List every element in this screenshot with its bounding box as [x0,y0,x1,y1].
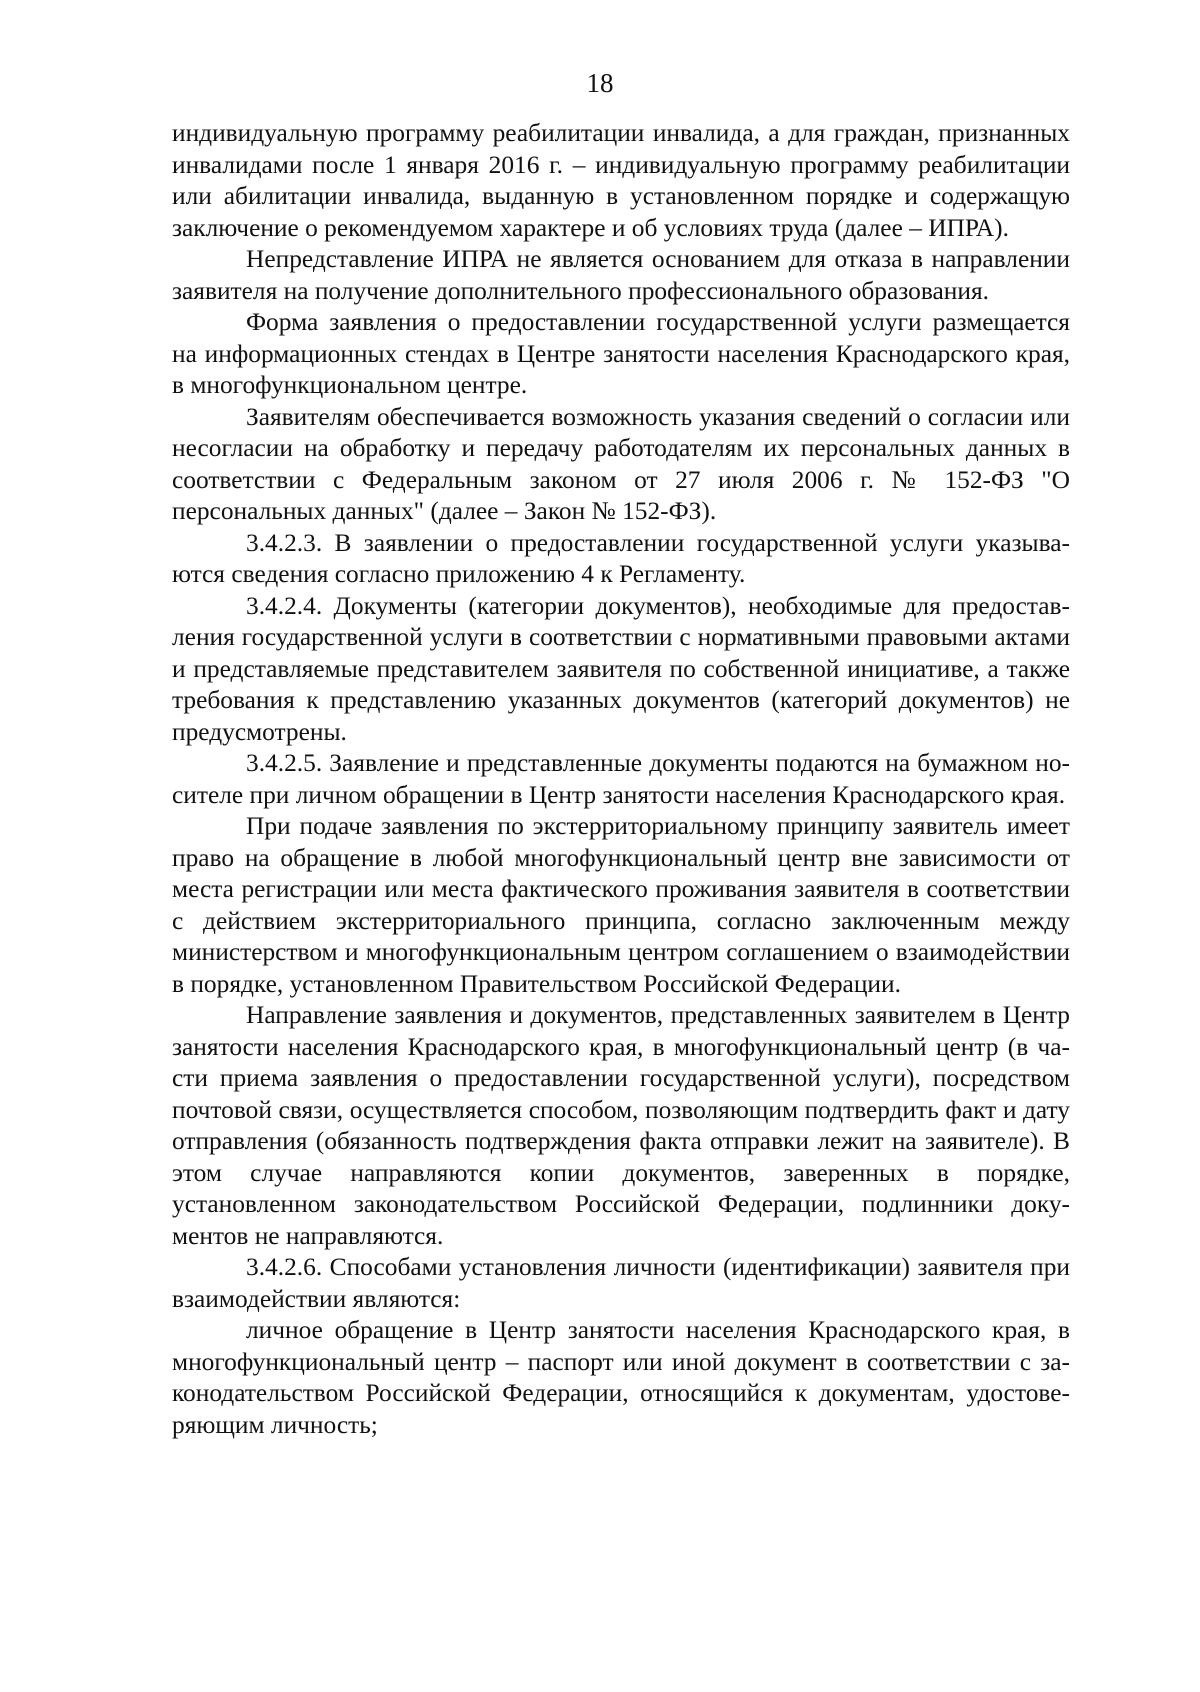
paragraph-3-4-2-6: 3.4.2.6. Способами установления личности (идентификации) заявителя при взаимодействии являются: [172,1253,1070,1313]
paragraph-3-4-2-5: 3.4.2.5. Заявление и представленные документы подаются на бумажном носителе при личном обращении в Центр занятости населения Краснодарского края. [172,749,1070,809]
paragraph-3-4-2-4: 3.4.2.4. Документы (категории документов), необходимые для предоставления государственной услуги в соответствии с нормативными правовыми актами и представляемые представителем заявителя по собственной инициативе, а также требования к представлению указанных документов (категорий документов) не предусмотрены. [172,591,1070,746]
document-body [172,118,1070,1441]
paragraph-personal-appeal: личное обращение в Центр занятости населения Краснодарского края, в многофункциональный центр – паспорт или иной документ в соответствии с законодательством Российской Федерации, относящийся к документам, удостоверяющим личность; [172,1316,1070,1439]
paragraph-ipra-definition: индивидуальную программу реабилитации инвалида, а для граждан, признанных инвалидами после 1 января 2016 г. – индивидуальную программу реабилитации или абилитации инвалида, выданную в установленном порядке и содержащую заключение о рекомендуемом характере и об условиях труда (далее – ИПРА). [172,119,1070,242]
page-number: 18 [586,68,614,98]
paragraph-3-4-2-3: 3.4.2.3. В заявлении о предоставлении государственной услуги указываются сведения согласно приложению 4 к Регламенту. [172,528,1070,588]
paragraph-form-placement: Форма заявления о предоставлении государственной услуги размещается на информационных стендах в Центре занятости населения Краснодарского края, в многофункциональном центре. [172,308,1070,399]
paragraph-ipra-not-grounds: Непредставление ИПРА не является основанием для отказа в направлении заявителя на получение дополнительного профессионального образования. [172,245,1070,305]
paragraph-extraterritorial: При подаче заявления по экстерриториальному принципу заявитель имеет право на обращение в любой многофункциональный центр вне зависимости от места регистрации или места фактического проживания заявителя в соответствии с действием экстерриториального принципа, согласно заключенным между министерством и многофункциональным центром соглашением о взаимодействии в порядке, установленном Правительством Российской Федерации. [172,812,1070,998]
paragraph-personal-data-consent: Заявителям обеспечивается возможность указания сведений о согласии или несогласии на обработку и передачу работодателям их персональных данных в соответствии с Федеральным законом от 27 июля 2006 г. № 152-ФЗ "О персональных данных" (далее – Закон № 152-ФЗ). [172,402,1070,525]
paragraph-postal-submission: Направление заявления и документов, представленных заявителем в Центр занятости населения Краснодарского края, в многофункциональный центр (в части приема заявления о предоставлении государственной услуги), посредством почтовой связи, осуществляется способом, позволяющим подтвердить факт и дату отправления (обязанность подтверждения факта отправки лежит на заявителе). В этом случае направляются копии документов, заверенных в порядке, установленном законодательством Российской Федерации, подлинники документов не направляются. [172,1001,1070,1250]
